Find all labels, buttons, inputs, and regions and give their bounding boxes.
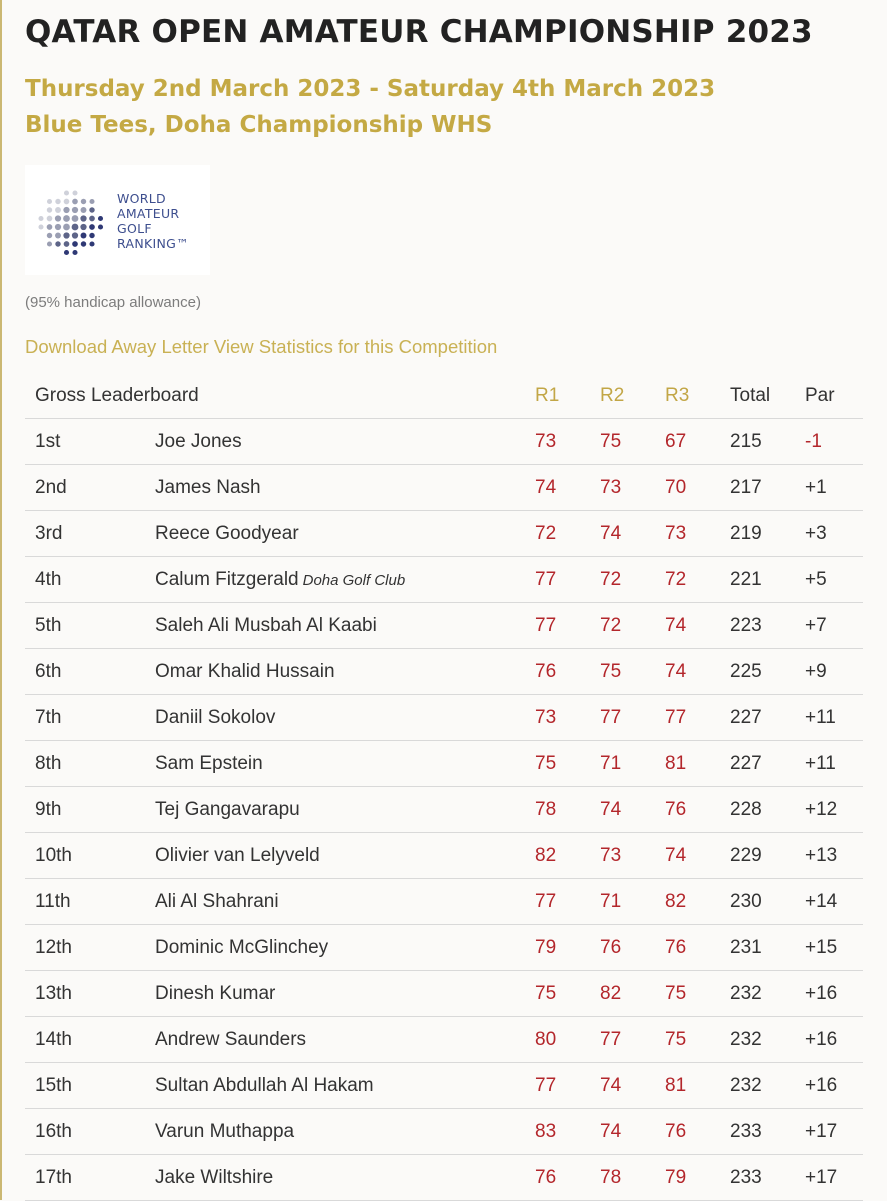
position-cell: 7th	[25, 695, 155, 741]
round-1-score: 75	[535, 971, 600, 1017]
round-2-score: 78	[600, 1155, 665, 1201]
position-cell: 10th	[25, 833, 155, 879]
par-score: +15	[805, 925, 863, 971]
logo-line-golf: GOLF	[117, 221, 152, 236]
total-score: 219	[730, 511, 805, 557]
par-score: +12	[805, 787, 863, 833]
table-row	[25, 1017, 863, 1063]
table-row	[25, 925, 863, 971]
round-1-score: 73	[535, 695, 600, 741]
event-venue: Blue Tees, Doha Championship WHS	[25, 112, 493, 138]
round-2-score: 77	[600, 695, 665, 741]
player-name[interactable]: Sultan Abdullah Al Hakam	[155, 1074, 374, 1096]
round-1-score: 77	[535, 879, 600, 925]
par-score: +11	[805, 695, 863, 741]
position-cell: 15th	[25, 1063, 155, 1109]
total-score: 231	[730, 925, 805, 971]
player-cell	[155, 419, 535, 465]
player-cell	[155, 557, 535, 603]
round-1-score: 77	[535, 1063, 600, 1109]
player-name[interactable]: Reece Goodyear	[155, 522, 299, 544]
position-cell: 17th	[25, 1155, 155, 1201]
player-cell	[155, 925, 535, 971]
round-1-score: 83	[535, 1109, 600, 1155]
player-name[interactable]: Omar Khalid Hussain	[155, 660, 335, 682]
round-1-score: 77	[535, 557, 600, 603]
left-border	[0, 0, 2, 1200]
round-3-score: 73	[665, 511, 730, 557]
total-score: 228	[730, 787, 805, 833]
leaderboard-body	[25, 419, 863, 1201]
total-score: 233	[730, 1155, 805, 1201]
round-2-score: 75	[600, 419, 665, 465]
round-3-score: 75	[665, 1017, 730, 1063]
round-1-score: 75	[535, 741, 600, 787]
player-cell	[155, 741, 535, 787]
position-cell: 16th	[25, 1109, 155, 1155]
view-statistics-link[interactable]: View Statistics for this Competition	[213, 336, 498, 357]
round-2-score: 75	[600, 649, 665, 695]
player-name[interactable]: Saleh Ali Musbah Al Kaabi	[155, 614, 377, 636]
round-3-score: 76	[665, 925, 730, 971]
position-cell: 8th	[25, 741, 155, 787]
round-3-score: 76	[665, 787, 730, 833]
round-2-score: 73	[600, 833, 665, 879]
header-r3: R3	[665, 373, 730, 419]
table-row	[25, 419, 863, 465]
table-header-row	[25, 373, 863, 419]
round-2-score: 71	[600, 741, 665, 787]
player-name[interactable]: Tej Gangavarapu	[155, 798, 300, 820]
par-score: +1	[805, 465, 863, 511]
waggr-logo	[25, 165, 210, 275]
par-score: -1	[805, 419, 863, 465]
par-score: +16	[805, 971, 863, 1017]
round-3-score: 77	[665, 695, 730, 741]
position-cell: 14th	[25, 1017, 155, 1063]
position-cell: 12th	[25, 925, 155, 971]
round-3-score: 82	[665, 879, 730, 925]
round-2-score: 74	[600, 1109, 665, 1155]
round-3-score: 72	[665, 557, 730, 603]
player-club: Doha Golf Club	[302, 571, 406, 589]
player-cell	[155, 971, 535, 1017]
header-total: Total	[730, 373, 805, 419]
round-2-score: 72	[600, 603, 665, 649]
position-cell: 5th	[25, 603, 155, 649]
player-name[interactable]: Joe Jones	[155, 430, 242, 452]
position-cell: 1st	[25, 419, 155, 465]
table-row	[25, 787, 863, 833]
total-score: 225	[730, 649, 805, 695]
header-par: Par	[805, 373, 863, 419]
player-name[interactable]: James Nash	[155, 476, 261, 498]
player-name[interactable]: Olivier van Lelyveld	[155, 844, 320, 866]
table-row	[25, 695, 863, 741]
player-cell	[155, 511, 535, 557]
par-score: +16	[805, 1017, 863, 1063]
table-row	[25, 511, 863, 557]
par-score: +16	[805, 1063, 863, 1109]
round-3-score: 70	[665, 465, 730, 511]
total-score: 227	[730, 741, 805, 787]
par-score: +14	[805, 879, 863, 925]
table-row	[25, 971, 863, 1017]
competition-links	[25, 336, 497, 358]
round-1-score: 79	[535, 925, 600, 971]
player-name[interactable]: Andrew Saunders	[155, 1028, 307, 1050]
player-cell	[155, 879, 535, 925]
total-score: 232	[730, 1017, 805, 1063]
total-score: 217	[730, 465, 805, 511]
header-r1: R1	[535, 373, 600, 419]
total-score: 221	[730, 557, 805, 603]
leaderboard-title: Gross Leaderboard	[25, 373, 535, 419]
player-cell	[155, 1017, 535, 1063]
player-name[interactable]: Daniil Sokolov	[155, 706, 276, 728]
position-cell: 6th	[25, 649, 155, 695]
position-cell: 3rd	[25, 511, 155, 557]
event-dates: Thursday 2nd March 2023 - Saturday 4th March 2023	[25, 76, 716, 102]
round-2-score: 76	[600, 925, 665, 971]
player-name[interactable]: Dominic McGlinchey	[155, 936, 329, 958]
par-score: +17	[805, 1155, 863, 1201]
total-score: 223	[730, 603, 805, 649]
table-row	[25, 833, 863, 879]
total-score: 232	[730, 1063, 805, 1109]
player-cell	[155, 787, 535, 833]
round-2-score: 72	[600, 557, 665, 603]
total-score: 229	[730, 833, 805, 879]
round-1-score: 76	[535, 649, 600, 695]
par-score: +7	[805, 603, 863, 649]
player-name[interactable]: Dinesh Kumar	[155, 982, 276, 1004]
par-score: +13	[805, 833, 863, 879]
table-row	[25, 649, 863, 695]
total-score: 215	[730, 419, 805, 465]
position-cell: 2nd	[25, 465, 155, 511]
golf-ball-icon	[31, 183, 111, 263]
total-score: 227	[730, 695, 805, 741]
round-1-score: 72	[535, 511, 600, 557]
total-score: 232	[730, 971, 805, 1017]
logo-wordmark	[117, 191, 189, 251]
player-cell	[155, 649, 535, 695]
round-1-score: 80	[535, 1017, 600, 1063]
logo-line-world: WORLD	[117, 191, 166, 206]
logo-line-amateur: AMATEUR	[117, 206, 180, 221]
player-name[interactable]: Jake Wiltshire	[155, 1166, 274, 1188]
header-r2: R2	[600, 373, 665, 419]
round-3-score: 74	[665, 603, 730, 649]
download-away-letter-link[interactable]: Download Away Letter	[25, 336, 209, 357]
round-1-score: 73	[535, 419, 600, 465]
round-1-score: 74	[535, 465, 600, 511]
round-1-score: 77	[535, 603, 600, 649]
logo-line-ranking: RANKING™	[117, 236, 189, 251]
par-score: +3	[805, 511, 863, 557]
round-3-score: 81	[665, 1063, 730, 1109]
page-title: QATAR OPEN AMATEUR CHAMPIONSHIP 2023	[25, 14, 813, 50]
handicap-note: (95% handicap allowance)	[25, 294, 201, 311]
round-1-score: 76	[535, 1155, 600, 1201]
table-row	[25, 879, 863, 925]
round-3-score: 79	[665, 1155, 730, 1201]
table-row	[25, 741, 863, 787]
player-cell	[155, 833, 535, 879]
position-cell: 11th	[25, 879, 155, 925]
par-score: +9	[805, 649, 863, 695]
round-2-score: 82	[600, 971, 665, 1017]
round-3-score: 74	[665, 833, 730, 879]
player-name[interactable]: Ali Al Shahrani	[155, 890, 279, 912]
total-score: 230	[730, 879, 805, 925]
round-3-score: 75	[665, 971, 730, 1017]
total-score: 233	[730, 1109, 805, 1155]
round-2-score: 74	[600, 787, 665, 833]
player-cell	[155, 465, 535, 511]
round-3-score: 74	[665, 649, 730, 695]
gross-leaderboard-table	[25, 373, 863, 1201]
player-name[interactable]: Sam Epstein	[155, 752, 263, 774]
table-row	[25, 603, 863, 649]
round-2-score: 74	[600, 511, 665, 557]
position-cell: 13th	[25, 971, 155, 1017]
round-2-score: 74	[600, 1063, 665, 1109]
table-row	[25, 465, 863, 511]
round-3-score: 76	[665, 1109, 730, 1155]
table-row	[25, 1109, 863, 1155]
par-score: +5	[805, 557, 863, 603]
round-3-score: 67	[665, 419, 730, 465]
player-name[interactable]: Calum Fitzgerald	[155, 568, 299, 590]
player-cell	[155, 1155, 535, 1201]
par-score: +11	[805, 741, 863, 787]
position-cell: 9th	[25, 787, 155, 833]
player-cell	[155, 603, 535, 649]
round-2-score: 73	[600, 465, 665, 511]
round-2-score: 71	[600, 879, 665, 925]
table-row	[25, 1063, 863, 1109]
player-cell	[155, 1109, 535, 1155]
position-cell: 4th	[25, 557, 155, 603]
table-row	[25, 1155, 863, 1201]
round-3-score: 81	[665, 741, 730, 787]
par-score: +17	[805, 1109, 863, 1155]
round-2-score: 77	[600, 1017, 665, 1063]
player-cell	[155, 695, 535, 741]
table-row	[25, 557, 863, 603]
player-name[interactable]: Varun Muthappa	[155, 1120, 295, 1142]
round-1-score: 78	[535, 787, 600, 833]
player-cell	[155, 1063, 535, 1109]
round-1-score: 82	[535, 833, 600, 879]
